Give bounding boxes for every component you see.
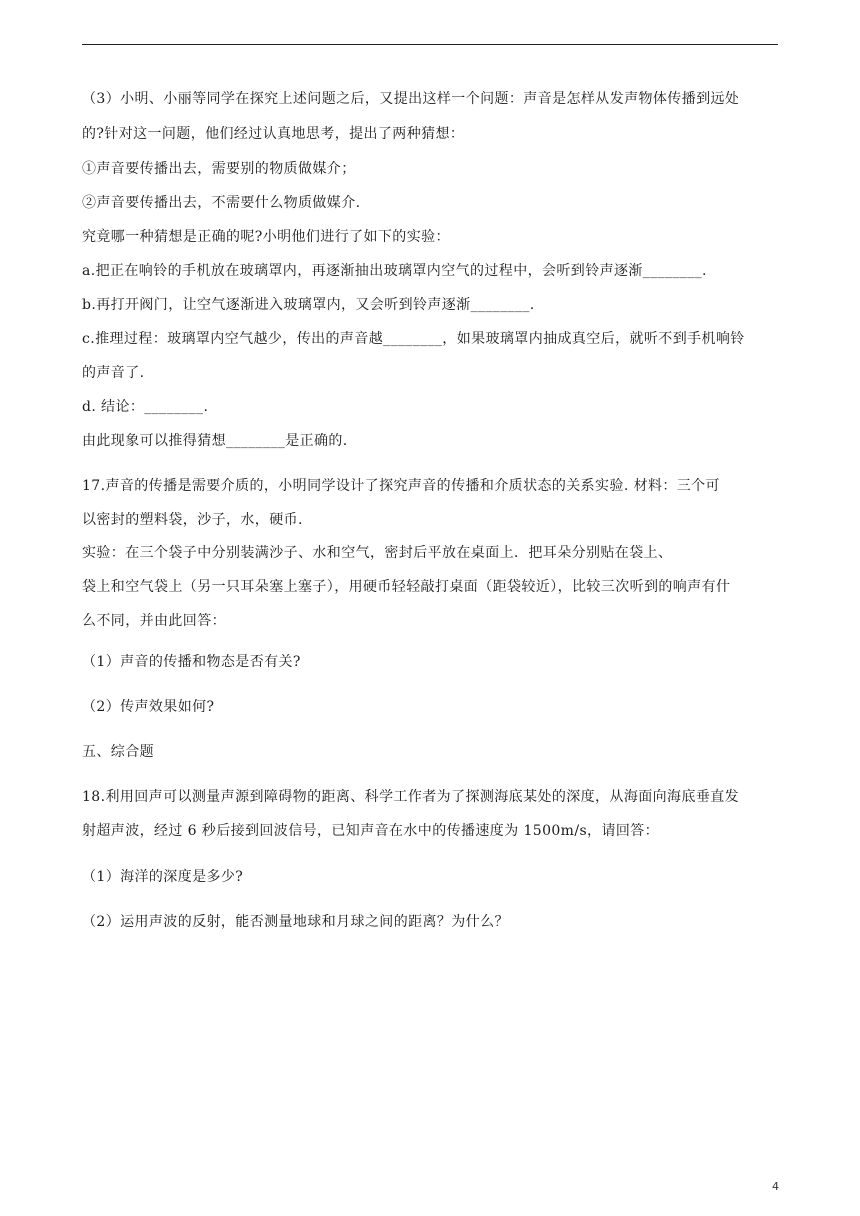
q18-line2: 射超声波，经过 6 秒后接到回波信号，已知声音在水中的传播速度为 1500m/s，请回答： [82, 823, 660, 839]
q16-question: 究竟哪一种猜想是正确的呢?小明他们进行了如下的实验： [82, 229, 450, 245]
q17-line2: 以密封的塑料袋，沙子，水，硬币. [82, 512, 303, 528]
q16-step-a: a.把正在响铃的手机放在玻璃罩内，再逐渐抽出玻璃罩内空气的过程中，会听到铃声逐渐________. [82, 263, 707, 279]
q17-line5: 么不同，并由此回答： [82, 613, 226, 629]
q16-step-b: b.再打开阀门，让空气逐渐进入玻璃罩内，又会听到铃声逐渐________. [82, 297, 535, 313]
q16-intro-line1: （3）小明、小丽等同学在探究上述问题之后，又提出这样一个问题：声音是怎样从发声物体传播到远处 [82, 91, 740, 107]
q17-sub1: （1）声音的传播和物态是否有关? [82, 654, 301, 670]
q16-step-c-line1: c.推理过程：玻璃罩内空气越少，传出的声音越________，如果玻璃罩内抽成真空后，就听不到手机响铃 [82, 331, 745, 347]
q16-guess1: ①声音要传播出去，需要别的物质做媒介； [82, 161, 356, 177]
q16-intro-line2: 的?针对这一问题，他们经过认真地思考，提出了两种猜想： [82, 126, 465, 142]
q18-line1: 18.利用回声可以测量声源到障碍物的距离、科学工作者为了探测海底某处的深度，从海面向海底垂直发 [82, 789, 740, 805]
q17-line1: 17.声音的传播是需要介质的，小明同学设计了探究声音的传播和介质状态的关系实验. 材料：三个可 [82, 478, 720, 494]
q16-step-c-line2: 的声音了. [82, 365, 145, 381]
section5-title: 五、综合题 [82, 744, 154, 760]
header-rule [82, 44, 778, 45]
q16-step-d: d. 结论：________. [82, 399, 209, 415]
q18-sub1: （1）海洋的深度是多少? [82, 869, 244, 885]
page-number: 4 [772, 1180, 779, 1193]
q18-sub2: （2）运用声波的反射，能否测量地球和月球之间的距离？为什么？ [82, 914, 509, 930]
q17-line3: 实验：在三个袋子中分别装满沙子、水和空气，密封后平放在桌面上．把耳朵分别贴在袋上、 [82, 545, 673, 561]
q16-guess2: ②声音要传播出去，不需要什么物质做媒介. [82, 195, 361, 211]
q17-sub2: （2）传声效果如何? [82, 699, 215, 715]
q16-inference: 由此现象可以推得猜想________是正确的. [82, 433, 348, 449]
q17-line4: 袋上和空气袋上（另一只耳朵塞上塞子），用硬币轻轻敲打桌面（距袋较近），比较三次听到的响声有什 [82, 579, 731, 595]
